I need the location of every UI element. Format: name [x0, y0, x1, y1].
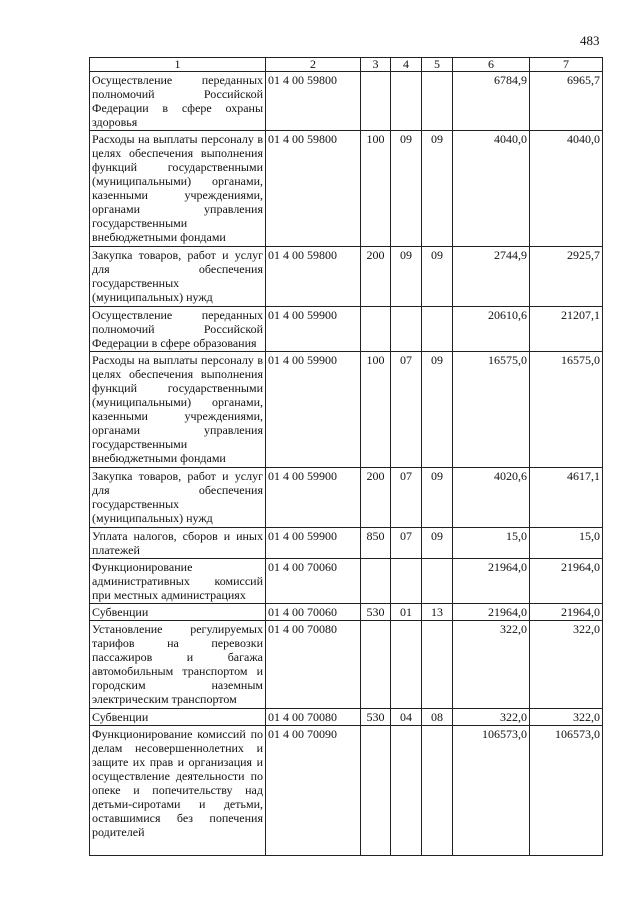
- row-expense-type: 200: [361, 247, 391, 307]
- table-row: [90, 307, 603, 352]
- row-amount-col7: 21964,0: [530, 604, 603, 621]
- column-header-6: 6: [453, 58, 530, 72]
- row-subsection: [422, 72, 453, 131]
- row-amount-col6: 2744,9: [453, 247, 530, 307]
- row-section: 07: [391, 468, 422, 528]
- page-number: 483: [580, 33, 600, 48]
- row-section: 01: [391, 604, 422, 621]
- row-target-code: 01 4 00 59900: [266, 352, 361, 468]
- column-header-2: 2: [266, 58, 361, 72]
- row-amount-col6: 322,0: [453, 621, 530, 709]
- row-section: 09: [391, 131, 422, 247]
- header-row: [90, 58, 603, 72]
- row-amount-col7: 322,0: [530, 621, 603, 709]
- row-amount-col7: 16575,0: [530, 352, 603, 468]
- row-subsection: 13: [422, 604, 453, 621]
- row-amount-col7: 21964,0: [530, 559, 603, 604]
- row-target-code: 01 4 00 59900: [266, 468, 361, 528]
- row-amount-col7: 15,0: [530, 528, 603, 559]
- row-subsection: 08: [422, 709, 453, 726]
- row-expense-type: 530: [361, 709, 391, 726]
- row-target-code: 01 4 00 59800: [266, 131, 361, 247]
- row-amount-col6: 322,0: [453, 709, 530, 726]
- row-section: 07: [391, 352, 422, 468]
- row-name: Расходы на выплаты персоналу в целях обеспечения выполнения функций государственными (муниципальными) органами, казенными учреждениями, органами управления государственными внебюджетными фондами: [90, 131, 266, 247]
- row-expense-type: 100: [361, 131, 391, 247]
- row-amount-col6: 16575,0: [453, 352, 530, 468]
- row-target-code: 01 4 00 70090: [266, 726, 361, 856]
- row-expense-type: [361, 621, 391, 709]
- row-name: Осуществление переданных полномочий Российской Федерации в сфере охраны здоровья: [90, 72, 266, 131]
- row-amount-col7: 106573,0: [530, 726, 603, 856]
- row-subsection: [422, 559, 453, 604]
- row-name: Субвенции: [90, 604, 266, 621]
- row-amount-col7: 4040,0: [530, 131, 603, 247]
- table-row: [90, 621, 603, 709]
- row-section: [391, 621, 422, 709]
- row-amount-col7: 6965,7: [530, 72, 603, 131]
- row-target-code: 01 4 00 70080: [266, 709, 361, 726]
- table-row: [90, 72, 603, 131]
- row-amount-col6: 4020,6: [453, 468, 530, 528]
- row-amount-col6: 106573,0: [453, 726, 530, 856]
- row-name: Расходы на выплаты персоналу в целях обеспечения выполнения функций государственными (муниципальными) органами, казенными учреждениями, органами управления государственными внебюджетными фондами: [90, 352, 266, 468]
- row-name: Установление регулируемых тарифов на перевозки пассажиров и багажа автомобильным транспортом и городским наземным электрическим транспортом: [90, 621, 266, 709]
- row-amount-col7: 2925,7: [530, 247, 603, 307]
- row-subsection: 09: [422, 131, 453, 247]
- table-row: [90, 604, 603, 621]
- row-expense-type: 530: [361, 604, 391, 621]
- column-header-3: 3: [361, 58, 391, 72]
- column-header-7: 7: [530, 58, 603, 72]
- row-subsection: 09: [422, 528, 453, 559]
- table-row: [90, 468, 603, 528]
- row-amount-col6: 20610,6: [453, 307, 530, 352]
- row-name: Функционирование комиссий по делам несовершеннолетних и защите их прав и организация и осуществление деятельности по опеке и попечительству над детьми-сиротами и детьми, оставшимися без попечения родителей: [90, 726, 266, 856]
- row-target-code: 01 4 00 70060: [266, 604, 361, 621]
- row-target-code: 01 4 00 59900: [266, 528, 361, 559]
- row-name: Уплата налогов, сборов и иных платежей: [90, 528, 266, 559]
- row-amount-col7: 4617,1: [530, 468, 603, 528]
- row-expense-type: [361, 72, 391, 131]
- row-amount-col6: 6784,9: [453, 72, 530, 131]
- row-subsection: 09: [422, 468, 453, 528]
- row-section: 09: [391, 247, 422, 307]
- column-header-4: 4: [391, 58, 422, 72]
- row-amount-col6: 15,0: [453, 528, 530, 559]
- row-amount-col6: 21964,0: [453, 559, 530, 604]
- row-section: [391, 307, 422, 352]
- row-section: [391, 72, 422, 131]
- row-section: [391, 726, 422, 856]
- row-name: Осуществление переданных полномочий Российской Федерации в сфере образования: [90, 307, 266, 352]
- row-expense-type: 100: [361, 352, 391, 468]
- row-amount-col6: 21964,0: [453, 604, 530, 621]
- row-name: Закупка товаров, работ и услуг для обеспечения государственных (муниципальных) нужд: [90, 468, 266, 528]
- row-target-code: 01 4 00 59800: [266, 72, 361, 131]
- row-target-code: 01 4 00 70080: [266, 621, 361, 709]
- row-subsection: [422, 726, 453, 856]
- row-target-code: 01 4 00 59900: [266, 307, 361, 352]
- row-expense-type: [361, 726, 391, 856]
- row-section: 04: [391, 709, 422, 726]
- column-header-5: 5: [422, 58, 453, 72]
- row-subsection: [422, 621, 453, 709]
- row-name: Закупка товаров, работ и услуг для обеспечения государственных (муниципальных) нужд: [90, 247, 266, 307]
- row-expense-type: [361, 559, 391, 604]
- row-subsection: [422, 307, 453, 352]
- row-section: [391, 559, 422, 604]
- table-row: [90, 528, 603, 559]
- table-row: [90, 726, 603, 856]
- row-expense-type: 200: [361, 468, 391, 528]
- table-row: [90, 709, 603, 726]
- row-subsection: 09: [422, 352, 453, 468]
- row-amount-col7: 21207,1: [530, 307, 603, 352]
- row-expense-type: 850: [361, 528, 391, 559]
- table-row: [90, 131, 603, 247]
- row-amount-col7: 322,0: [530, 709, 603, 726]
- table-row: [90, 247, 603, 307]
- row-name: Функционирование административных комиссий при местных администрациях: [90, 559, 266, 604]
- row-expense-type: [361, 307, 391, 352]
- table-row: [90, 352, 603, 468]
- row-section: 07: [391, 528, 422, 559]
- row-target-code: 01 4 00 59800: [266, 247, 361, 307]
- row-target-code: 01 4 00 70060: [266, 559, 361, 604]
- row-name: Субвенции: [90, 709, 266, 726]
- budget-table: [89, 57, 603, 856]
- column-header-1: 1: [90, 58, 266, 72]
- table-row: [90, 559, 603, 604]
- row-amount-col6: 4040,0: [453, 131, 530, 247]
- row-subsection: 09: [422, 247, 453, 307]
